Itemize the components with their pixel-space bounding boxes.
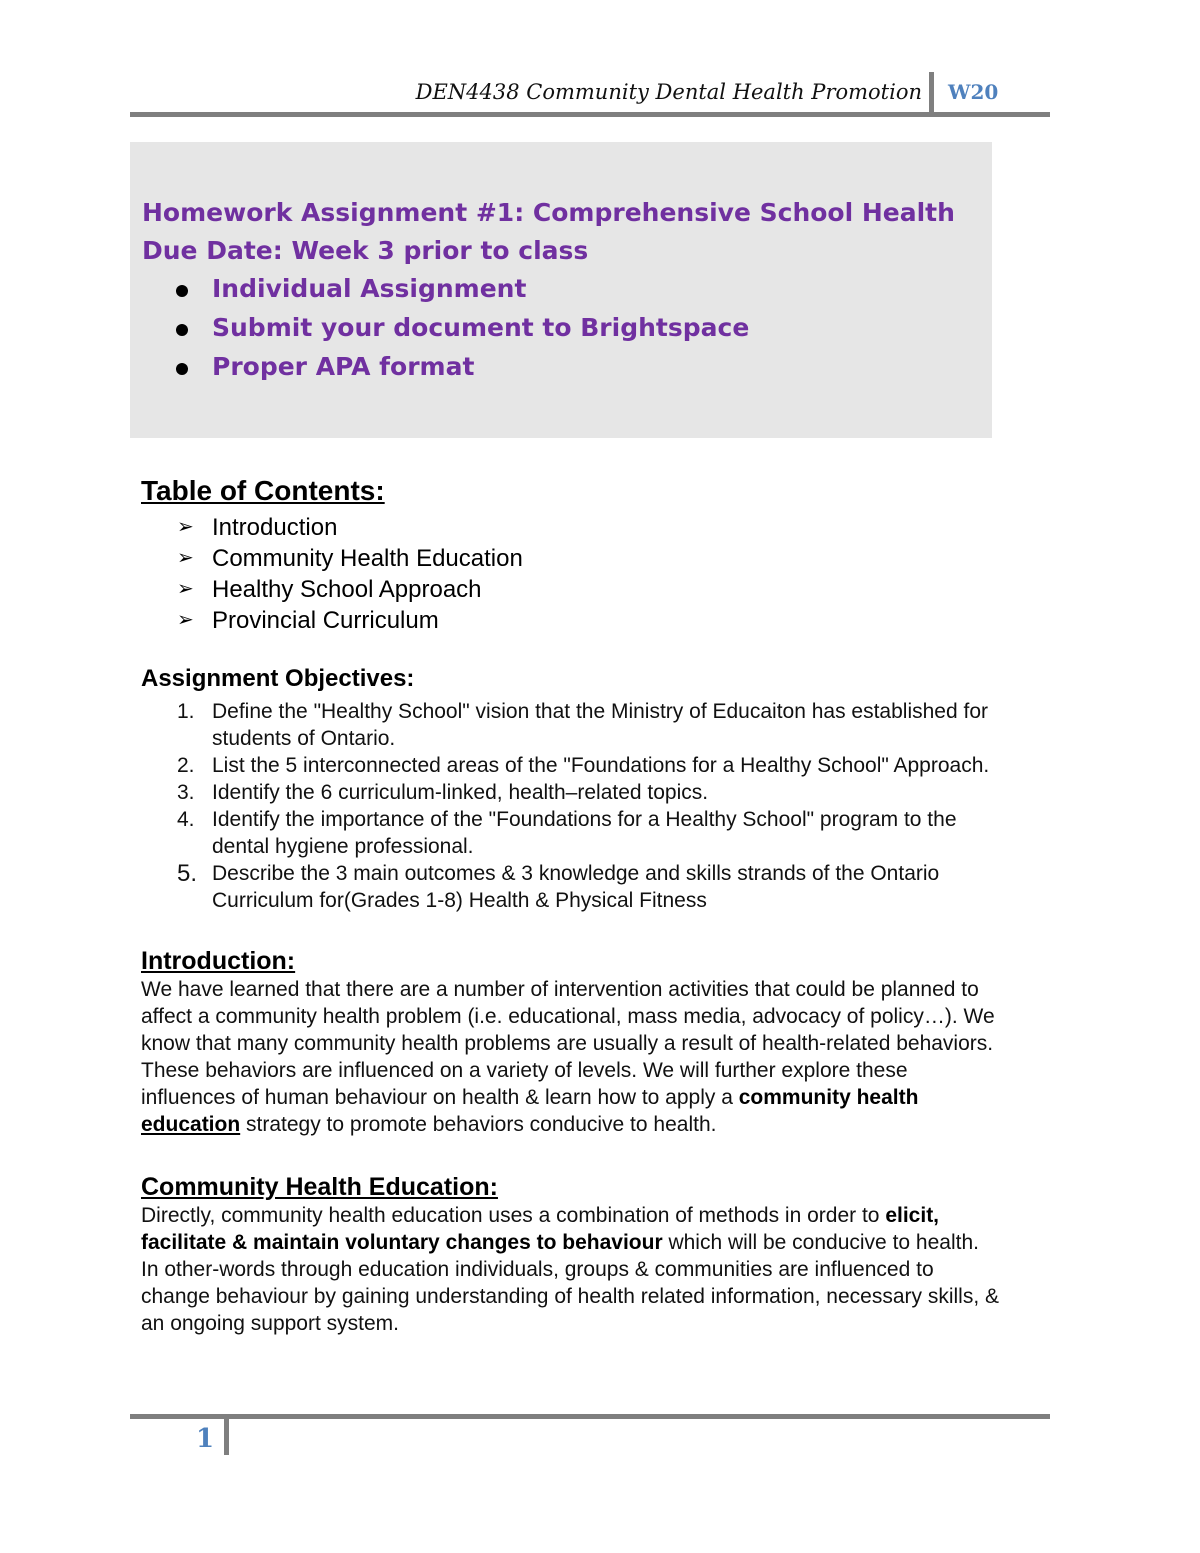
list-item: Submit your document to Brightspace bbox=[170, 313, 749, 352]
document-body bbox=[141, 474, 1001, 1337]
objective-item: 4. Identify the importance of the "Foundations for a Healthy School" program to the dental hygiene professional. bbox=[177, 808, 957, 858]
arrow-bullet-icon: ➢ bbox=[177, 516, 194, 538]
toc-item: ➢ Community Health Education bbox=[177, 545, 523, 572]
assignment-box bbox=[130, 142, 992, 438]
term-label: W20 bbox=[948, 80, 999, 104]
assignment-bullets bbox=[170, 274, 749, 391]
assignment-title: Homework Assignment #1: Comprehensive School Health bbox=[142, 198, 955, 227]
bullet-icon bbox=[176, 285, 188, 297]
footer-separator bbox=[224, 1419, 229, 1455]
objectives-list bbox=[141, 698, 1001, 914]
introduction-paragraph: We have learned that there are a number of intervention activities that could be planned to affect a community health problem (i.e. educational, mass media, advocacy of policy…). We know that many community health problems are usually a result of health-related behaviors. These behaviors are influenced on a variety of levels. We will further explore these influences of human behaviour on health & learn how to apply a community health education strategy to promote behaviors conducive to health. bbox=[141, 978, 995, 1136]
table-of-contents bbox=[141, 512, 1001, 636]
objective-item: 2. List the 5 interconnected areas of the "Foundations for a Healthy School" Approach. bbox=[177, 754, 990, 777]
list-item: Individual Assignment bbox=[170, 274, 749, 313]
header-rule bbox=[130, 112, 1050, 117]
objectives-heading: Assignment Objectives: bbox=[141, 665, 415, 692]
footer-rule bbox=[130, 1414, 1050, 1419]
toc-item: ➢ Introduction bbox=[177, 514, 338, 541]
page-header bbox=[130, 72, 1050, 112]
arrow-bullet-icon: ➢ bbox=[177, 609, 194, 631]
header-separator bbox=[929, 72, 934, 112]
objective-item: 5. Describe the 3 main outcomes & 3 knowledge and skills strands of the Ontario Curriculum for(Grades 1-8) Health & Physical Fitness bbox=[177, 860, 940, 912]
due-date: Due Date: Week 3 prior to class bbox=[142, 236, 589, 265]
arrow-bullet-icon: ➢ bbox=[177, 578, 194, 600]
arrow-bullet-icon: ➢ bbox=[177, 547, 194, 569]
toc-item: ➢ Provincial Curriculum bbox=[177, 607, 439, 634]
introduction-heading: Introduction: bbox=[141, 947, 296, 975]
community-health-education-heading: Community Health Education: bbox=[141, 1173, 498, 1201]
bullet-icon bbox=[176, 363, 188, 375]
course-title: DEN4438 Community Dental Health Promotion bbox=[415, 80, 922, 104]
objective-item: 3. Identify the 6 curriculum-linked, health–related topics. bbox=[177, 781, 709, 804]
list-item: Proper APA format bbox=[170, 352, 749, 391]
objective-item: 1. Define the "Healthy School" vision that the Ministry of Educaiton has established for students of Ontario. bbox=[177, 700, 988, 750]
community-health-education-paragraph: Directly, community health education uses a combination of methods in order to elicit, facilitate & maintain voluntary changes to behaviour which will be conducive to health. In other-words through education individuals, groups & communities are influenced to change behaviour by gaining understanding of health related information, necessary skills, & an ongoing support system. bbox=[141, 1204, 1000, 1335]
toc-heading: Table of Contents: bbox=[141, 475, 385, 506]
bullet-icon bbox=[176, 324, 188, 336]
page-number: 1 bbox=[196, 1424, 215, 1454]
toc-item: ➢ Healthy School Approach bbox=[177, 576, 482, 603]
